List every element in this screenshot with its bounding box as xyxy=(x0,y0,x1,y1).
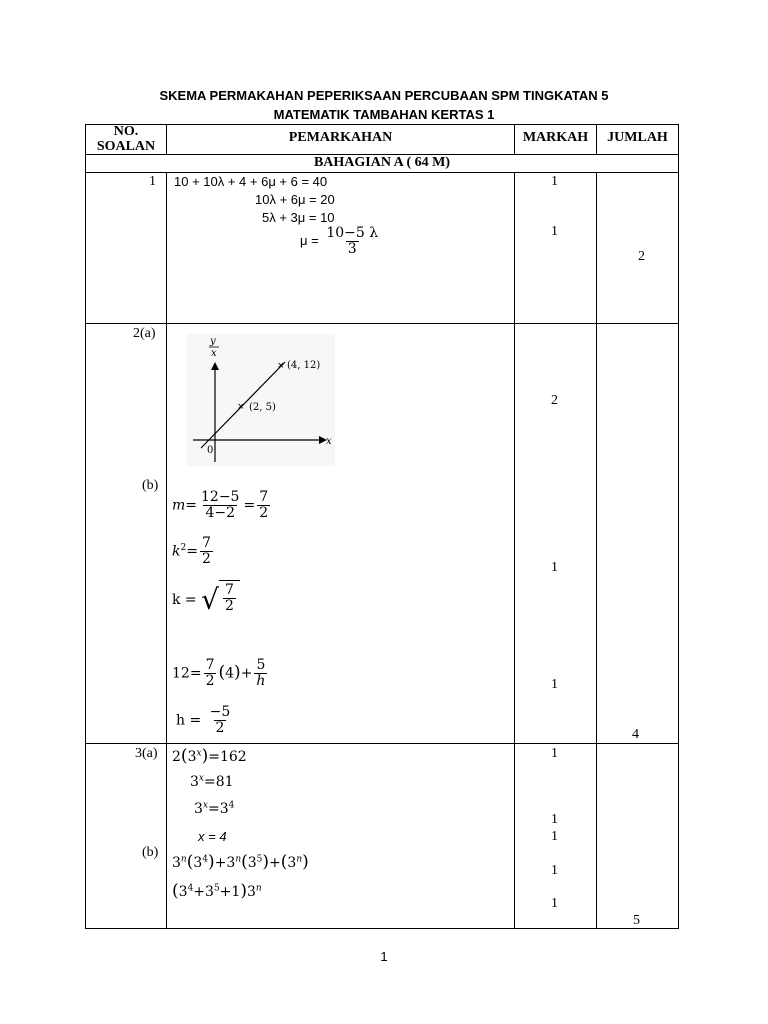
section-divider xyxy=(85,172,679,173)
q3-mark-4: 1 xyxy=(551,863,558,878)
document-subtitle: MATEMATIK TAMBAHAN KERTAS 1 xyxy=(273,107,495,122)
q2b-substitution: 12= $\frac{7}{2}$ (4)+ $\frac{5}{h}$ xyxy=(172,657,266,689)
q1-line4: μ = $\frac{10-5 \lambda}{3}$ xyxy=(300,225,379,257)
document-title: SKEMA PERMAKAHAN PEPERIKSAAN PERCUBAAN SPM TINGKATAN 5 xyxy=(159,88,609,103)
q3-mark-1: 1 xyxy=(551,746,558,761)
q3b-line2: $(3^4+3^5+1)3^n$ xyxy=(172,881,262,901)
point-marker-2: × xyxy=(237,402,245,412)
q3-total: 5 xyxy=(633,913,640,928)
q2b-k-value: k = √ $\frac{7}{2}$ xyxy=(172,580,240,620)
q3-mark-2: 1 xyxy=(551,812,558,827)
q3b-number: (b) xyxy=(142,845,159,860)
graph-x-label: x xyxy=(326,436,332,447)
q1-line3: 5λ + 3μ = 10 xyxy=(262,210,335,225)
header-pemarkahan: PEMARKAHAN xyxy=(288,130,393,145)
graph-origin: 0 xyxy=(207,445,214,456)
header-no: NO. SOALAN xyxy=(96,124,156,154)
table-border-left xyxy=(85,124,86,929)
graph-point-2-label: (2, 5) xyxy=(249,402,276,413)
q3b-line1: $3^n(3^4)+3^n(3^5)+(3^n)$ xyxy=(172,852,309,872)
q2-total: 4 xyxy=(632,727,639,742)
q1-number: 1 xyxy=(149,174,156,189)
q3a-line4: x = 4 xyxy=(198,829,227,844)
graph-point-1-label: (4, 12) xyxy=(287,360,321,371)
q3-mark-5: 1 xyxy=(551,896,558,911)
col-line-3 xyxy=(596,172,597,929)
q3-mark-3: 1 xyxy=(551,829,558,844)
page-number: 1 xyxy=(380,949,388,964)
q2b-k-squared: $k^2=$ $\frac{7}{2}$ xyxy=(172,535,211,567)
graph-y-label-bottom: x xyxy=(211,348,217,359)
q2-mark-2: 1 xyxy=(551,560,558,575)
q1-total: 2 xyxy=(638,249,645,264)
q2b-h-value: h = $\frac{-5}{2}$ xyxy=(176,704,231,736)
table-border-right xyxy=(678,124,679,929)
q1-mark-1: 1 xyxy=(551,174,558,189)
q2-mark-1: 2 xyxy=(551,393,558,408)
q3a-line2: $3^x=81$ xyxy=(190,773,234,790)
col-line-1 xyxy=(166,172,167,929)
q2b-number: (b) xyxy=(142,478,159,493)
q1-line2: 10λ + 6μ = 20 xyxy=(255,192,335,207)
row-divider-q2 xyxy=(85,743,679,744)
section-title: BAHAGIAN A ( 64 M) xyxy=(313,155,451,170)
q3a-number: 3(a) xyxy=(135,746,158,761)
q3a-line1: $2(3^x)=162$ xyxy=(172,746,247,766)
row-divider-q1 xyxy=(85,323,679,324)
col-line-2 xyxy=(514,172,515,929)
q1-mark-2: 1 xyxy=(551,224,558,239)
q1-line1: 10 + 10λ + 4 + 6μ + 6 = 40 xyxy=(174,174,328,189)
header-jumlah: JUMLAH xyxy=(607,130,668,145)
point-marker-1: × xyxy=(277,361,285,371)
linear-graph xyxy=(187,334,335,466)
q2b-gradient: m= $\frac{12-5}{4-2}$ = $\frac{7}{2}$ xyxy=(172,489,269,521)
table-border-top xyxy=(85,124,679,125)
q2-mark-3: 1 xyxy=(551,677,558,692)
graph-y-label-top: y xyxy=(210,336,216,347)
table-border-bottom xyxy=(85,928,679,929)
header-markah: MARKAH xyxy=(522,130,589,145)
q3a-line3: $3^x=3^4$ xyxy=(194,800,235,817)
q2a-number: 2(a) xyxy=(133,326,156,341)
